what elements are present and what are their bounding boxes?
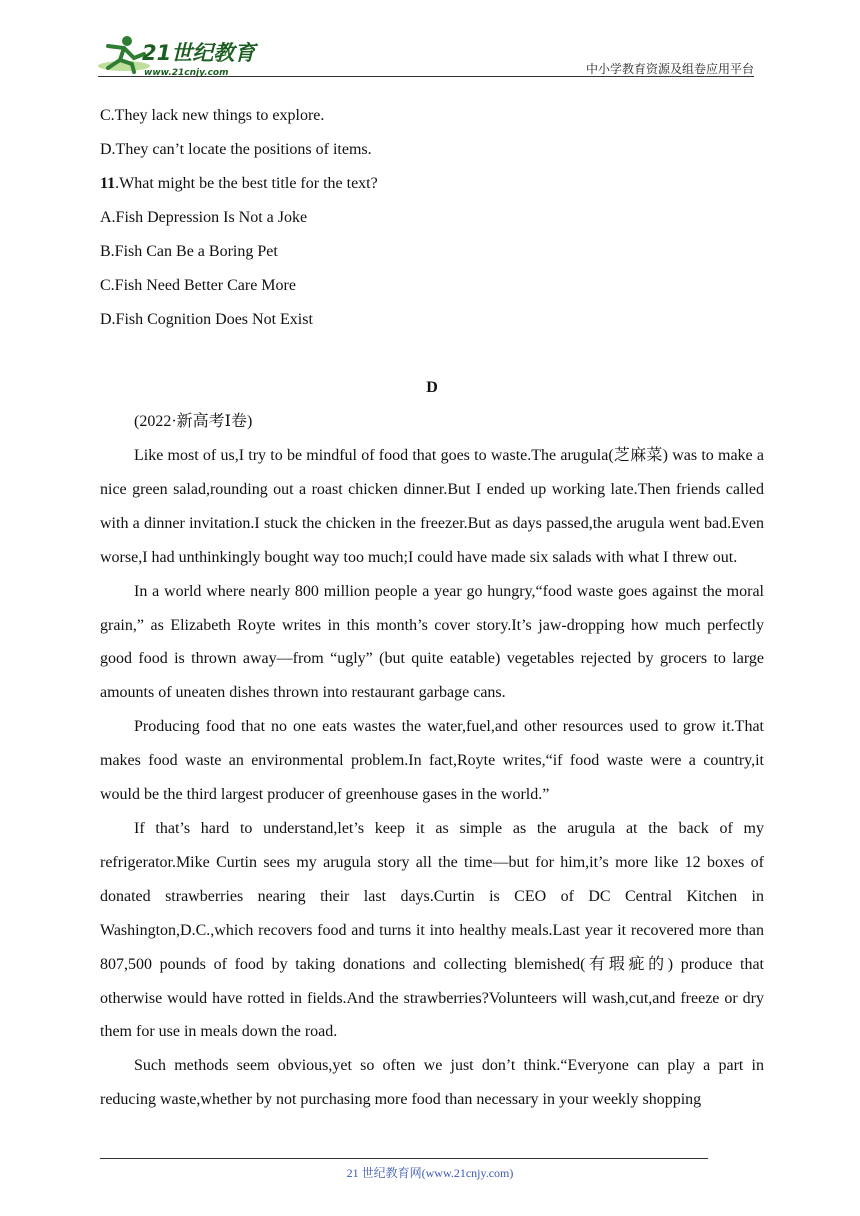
- question-11: [100, 167, 764, 201]
- paragraph-1: Like most of us,I try to be mindful of food that goes to waste.The arugula(芝麻菜) was to make a nice green salad,rounding out a roast chicken dinner.But I ended up working late.Then friends called with a dinner invitation.I stuck the chicken in the freezer.But as days passed,the arugula went bad.Even worse,I had unthinkingly bought way too much;I could have made six salads with what I threw out.: [100, 447, 764, 566]
- passage-source: (2022·新高考Ⅰ卷): [134, 413, 253, 430]
- option-c-prev: C.They lack new things to explore.: [100, 107, 325, 124]
- option-d: D.Fish Cognition Does Not Exist: [100, 311, 313, 328]
- page-header: [0, 0, 860, 80]
- platform-name: 中小学教育资源及组卷应用平台: [585, 62, 754, 76]
- question-stem: .What might be the best title for the text?: [115, 175, 378, 192]
- section-title: D: [426, 379, 438, 396]
- svg-text:21世纪教育: 21世纪教育: [142, 41, 256, 65]
- header-divider: [98, 76, 754, 77]
- paragraph-3: Producing food that no one eats wastes the water,fuel,and other resources used to grow it.That makes food waste an environmental problem.In fact,Royte writes,“if food waste were a country,it would be the third largest producer of greenhouse gases in the world.”: [100, 718, 764, 804]
- runner-logo-icon: [94, 34, 264, 78]
- option-d-prev: D.They can’t locate the positions of items.: [100, 141, 372, 158]
- footer-divider: [100, 1158, 708, 1159]
- site-logo: [94, 34, 264, 78]
- option-b: B.Fish Can Be a Boring Pet: [100, 243, 278, 260]
- question-number: 11: [100, 175, 116, 192]
- document-body: [100, 99, 764, 1117]
- svg-text:www.21cnjy.com: www.21cnjy.com: [144, 68, 229, 78]
- option-a: A.Fish Depression Is Not a Joke: [100, 209, 308, 226]
- paragraph-4: If that’s hard to understand,let’s keep it as simple as the arugula at the back of my refrigerator.Mike Curtin sees my arugula story all the time—but for him,it’s more like 12 boxes of donated strawberries nearing their last days.Curtin is CEO of DC Central Kitchen in Washington,D.C.,which recovers food and turns it into healthy meals.Last year it recovered more than 807,500 pounds of food by taking donations and collecting blemished(有瑕疵的) produce that otherwise would have rotted in fields.And the strawberries?Volunteers will wash,cut,and freeze or dry them for use in meals down the road.: [100, 819, 764, 1041]
- page-footer: 21 世纪教育网(www.21cnjy.com): [346, 1166, 514, 1180]
- option-c: C.Fish Need Better Care More: [100, 277, 296, 294]
- paragraph-5: Such methods seem obvious,yet so often we just don’t think.“Everyone can play a part in reducing waste,whether by not purchasing more food than necessary in your weekly shopping: [100, 1057, 764, 1109]
- paragraph-2: In a world where nearly 800 million people a year go hungry,“food waste goes against the moral grain,” as Elizabeth Royte writes in this month’s cover story.It’s jaw-dropping how much perfectly good food is thrown away—from “ugly” (but quite eatable) vegetables rejected by grocers to large amounts of uneaten dishes thrown into restaurant garbage cans.: [100, 582, 764, 702]
